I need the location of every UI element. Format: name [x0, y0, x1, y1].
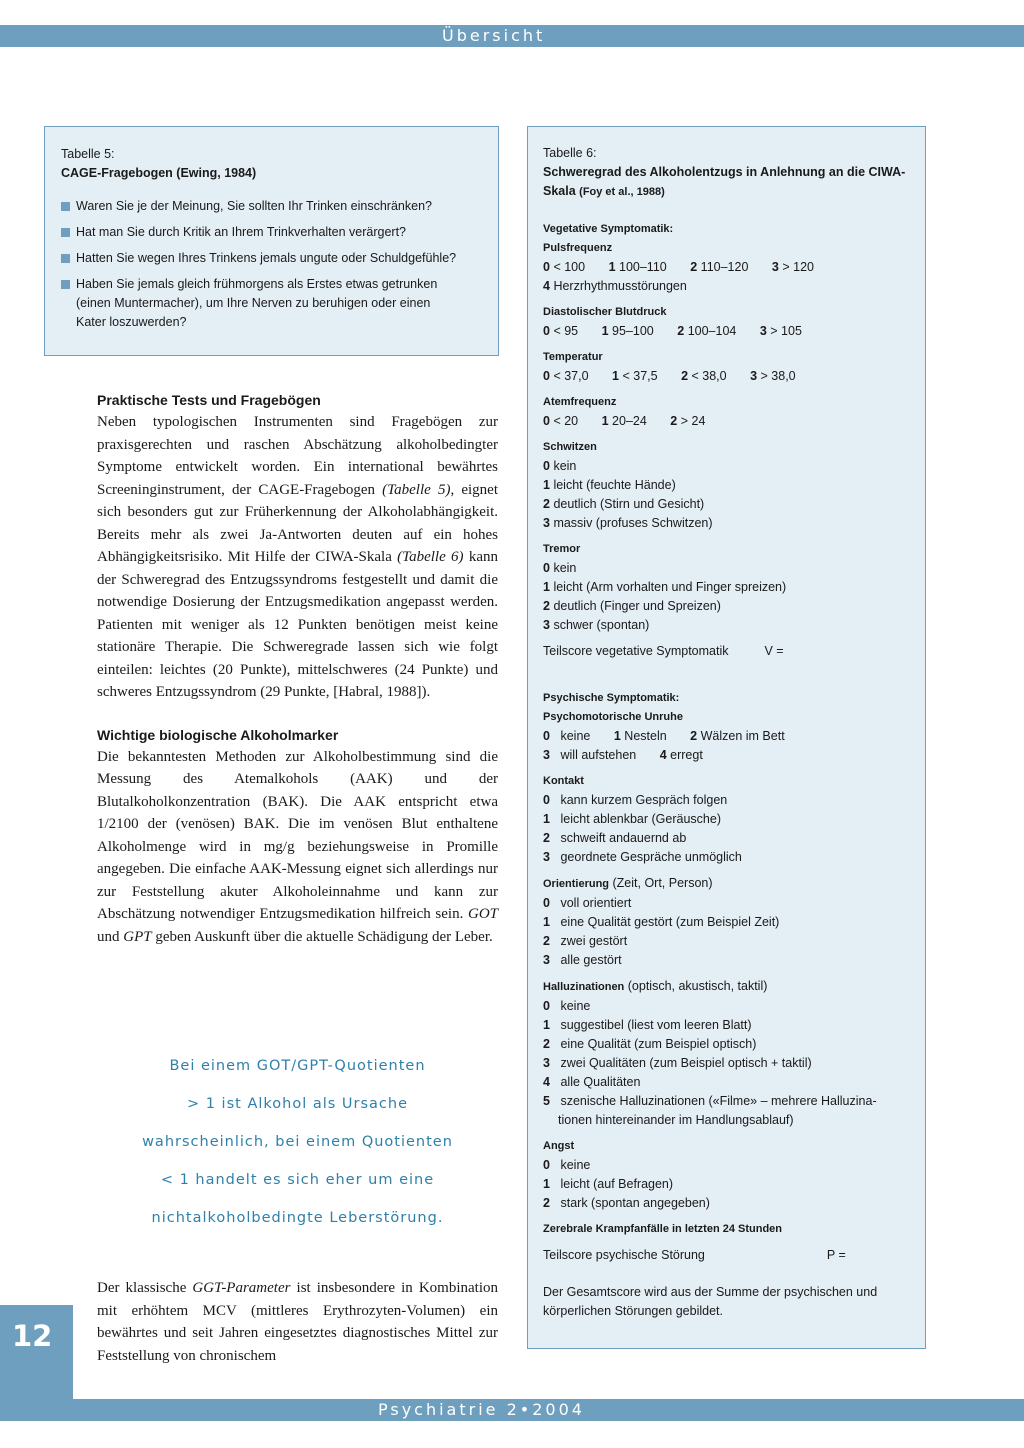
list-item: 1 leicht (auf Befragen) [543, 1177, 674, 1191]
footer-title: Psychiatrie 2•2004 [378, 1400, 585, 1419]
paragraph-ggt: Der klassische GGT-Parameter ist insbesondere in Kombination mit erhöhtem MCV (mittleres Erythrozyten-Volumen) ein bewährtes und seit Jahren eingesetztes diagnostisches Mittel zur Feststellung von chronischem [97, 1280, 498, 1364]
list-item: 3 massiv (profuses Schwitzen) [543, 516, 713, 530]
article-body-continued [97, 1262, 498, 1382]
list-item: 2 zwei gestört [543, 934, 628, 948]
list-item: 0 keine [543, 999, 591, 1013]
list-item: 2 stark (spontan angegeben) [543, 1196, 710, 1210]
article-body [97, 389, 498, 948]
list-item: Hat man Sie durch Kritik an Ihrem Trinkverhalten verärgert? [61, 223, 482, 242]
orientierung-title: Orientierung (Zeit, Ort, Person) [543, 876, 713, 890]
schwitzen-title: Schwitzen [543, 441, 597, 453]
table-6-title: Schweregrad des Alkoholentzugs in Anlehnung an die CIWA-Skala (Foy et al., 1988) [543, 165, 906, 198]
temperatur-title: Temperatur [543, 351, 603, 363]
list-item: 2 deutlich (Finger und Spreizen) [543, 599, 721, 613]
angst-title: Angst [543, 1140, 575, 1152]
psychisch-score: Teilscore psychische Störung P = [543, 1248, 846, 1262]
unruhe-scores-2: 3 will aufstehen 4 erregt [543, 748, 703, 762]
page-number: 12 [12, 1319, 53, 1353]
gesamtscore-note: Der Gesamtscore wird aus der Summe der psychischen und körperlichen Störungen gebildet. [543, 1285, 878, 1318]
table-5-label: Tabelle 5: [61, 147, 115, 161]
list-item: 3 schwer (spontan) [543, 618, 650, 632]
pulsfrequenz-scores: 0 < 100 1 100–110 2 110–120 3 > 120 [543, 260, 814, 274]
list-item: 2 eine Qualität (zum Beispiel optisch) [543, 1037, 757, 1051]
atemfrequenz-title: Atemfrequenz [543, 396, 617, 408]
list-item: 1 leicht (feuchte Hände) [543, 478, 676, 492]
tremor-title: Tremor [543, 543, 581, 555]
list-item: 0 kein [543, 561, 577, 575]
bullet-square-icon [61, 202, 70, 211]
list-item-continued: tionen hintereinander im Handlungsablauf) [558, 1113, 794, 1127]
list-item: 1 suggestibel (liest vom leeren Blatt) [543, 1018, 752, 1032]
paragraph-tests: Neben typologischen Instrumenten sind Fragebögen zur praxisgerechten und raschen Abschätzung alkoholbedingter Symptome entwickelt worden. Ein international bewährtes Screeninginstrument, der CAGE-Fragebogen (Tabelle 5), eignet sich besonders gut zur Früherkennung der Alkoholabhängigkeit. Bereits mehr als zwei Ja-Antworten deuten auf ein hohes Abhängigkeitsrisiko. Mit Hilfe der CIWA-Skala (Tabelle 6) kann der Schweregrad des Entzugssyndroms festgestellt und damit die notwendige Dosierung der Entzugsmedikation angepasst werden. Patienten mit weniger als 12 Punkten benötigen meist keine stationäre Therapie. Die Schweregrade lassen sich wie folgt einteilen: leichtes (20 Punkte), mittelschweres (24 Punkte) und schweres Entzugssyndrom (29 Punkte, [Habral, 1988]). [97, 414, 498, 700]
psychisch-heading: Psychische Symptomatik: [543, 692, 680, 704]
list-item: 1 leicht (Arm vorhalten und Finger spreizen) [543, 580, 787, 594]
list-item: 3 geordnete Gespräche unmöglich [543, 850, 742, 864]
kontakt-title: Kontakt [543, 775, 584, 787]
list-item: Hatten Sie wegen Ihres Trinkens jemals ungute oder Schuldgefühle? [61, 249, 482, 268]
header-title: Übersicht [442, 26, 546, 45]
list-item: 3 alle gestört [543, 953, 622, 967]
list-item: 0 keine [543, 1158, 591, 1172]
section-heading-tests: Praktische Tests und Fragebögen [97, 392, 321, 408]
vegetative-score: Teilscore vegetative Symptomatik V = [543, 644, 784, 658]
blutdruck-title: Diastolischer Blutdruck [543, 306, 667, 318]
footer-bar [0, 1399, 1024, 1421]
halluzinationen-title: Halluzinationen (optisch, akustisch, taktil) [543, 979, 768, 993]
bullet-square-icon [61, 228, 70, 237]
pulsfrequenz-extra: 4 Herzrhythmusstörungen [543, 279, 687, 293]
list-item: Haben Sie jemals gleich frühmorgens als Erstes etwas getrunken (einen Muntermacher), um Ihre Nerven zu beruhigen oder einen Kater loszuwerden? [61, 275, 482, 332]
list-item: 3 zwei Qualitäten (zum Beispiel optisch + taktil) [543, 1056, 812, 1070]
unruhe-scores: 0 keine 1 Nesteln 2 Wälzen im Bett [543, 729, 785, 743]
pull-quote: Bei einem GOT/GPT-Quotienten > 1 ist Alkohol als Ursache wahrscheinlich, bei einem Quotienten < 1 handelt es sich eher um eine nichtalkoholbedingte Leberstörung. [142, 1058, 453, 1226]
list-item: 2 schweift andauernd ab [543, 831, 687, 845]
unruhe-title: Psychomotorische Unruhe [543, 711, 683, 723]
list-item: 4 alle Qualitäten [543, 1075, 641, 1089]
table-6-box [527, 126, 926, 1349]
bullet-square-icon [61, 254, 70, 263]
list-item: 0 voll orientiert [543, 896, 632, 910]
vegetative-heading: Vegetative Symptomatik: [543, 223, 674, 235]
pulsfrequenz-title: Pulsfrequenz [543, 242, 613, 254]
krampf-title: Zerebrale Krampfanfälle in letzten 24 Stunden [543, 1223, 783, 1235]
table-5-title: CAGE-Fragebogen (Ewing, 1984) [61, 166, 257, 180]
list-item: 2 deutlich (Stirn und Gesicht) [543, 497, 705, 511]
list-item: 1 eine Qualität gestört (zum Beispiel Zeit) [543, 915, 780, 929]
cage-question-list [61, 197, 482, 332]
list-item: 1 leicht ablenkbar (Geräusche) [543, 812, 721, 826]
list-item: 0 kann kurzem Gespräch folgen [543, 793, 728, 807]
list-item: 5 szenische Halluzinationen («Filme» – mehrere Halluzina- [543, 1094, 877, 1108]
atemfrequenz-scores: 0 < 20 1 20–24 2 > 24 [543, 414, 706, 428]
temperatur-scores: 0 < 37,0 1 < 37,5 2 < 38,0 3 > 38,0 [543, 369, 796, 383]
section-heading-marker: Wichtige biologische Alkoholmarker [97, 726, 339, 743]
bullet-square-icon [61, 280, 70, 289]
header-bar [0, 25, 1024, 47]
table-5-box [44, 126, 499, 356]
table-6-label: Tabelle 6: [543, 146, 597, 160]
list-item: Waren Sie je der Meinung, Sie sollten Ihr Trinken einschränken? [61, 197, 482, 216]
blutdruck-scores: 0 < 95 1 95–100 2 100–104 3 > 105 [543, 324, 802, 338]
paragraph-marker: Die bekanntesten Methoden zur Alkoholbestimmung sind die Messung des Atemalkohols (AAK) und der Blutalkoholkonzentration (BAK). Die AAK entspricht etwa 1/2100 der (venösen) BAK. Die im venösen Blut enthaltene Alkoholmenge wird in mg/g beziehungsweise in Promille angegeben. Die einfache AAK-Messung eignet sich allerdings nur zur Feststellung akuter Alkoholeinnahme und kann zur Abschätzung notwendiger Entzugsmedikation hilfreich sein. GOT und GPT geben Auskunft über die aktuelle Schädigung der Leber. [97, 748, 498, 945]
list-item: 0 kein [543, 459, 577, 473]
